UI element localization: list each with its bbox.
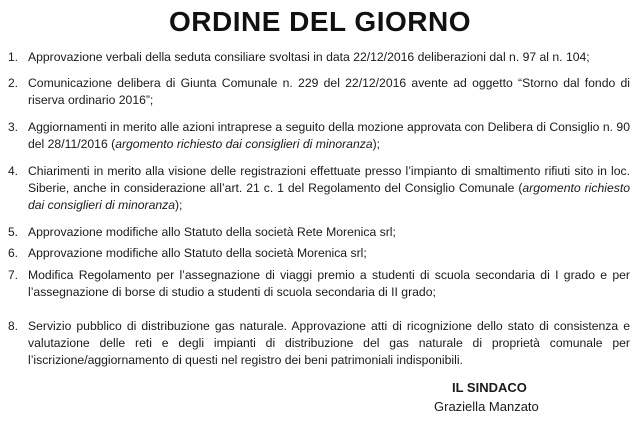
agenda-item-text [28, 245, 630, 262]
agenda-item-segment: Aggiornamenti in merito alle azioni intraprese a seguito della mozione approvata con Delibera di Consiglio n. 90 del 28/11/2016 ( [28, 120, 630, 151]
agenda-item-number: 4. [8, 164, 19, 178]
agenda-item-note: argomento richiesto dai consiglieri di minoranza [28, 181, 630, 212]
agenda-item-text [28, 75, 630, 109]
agenda-item-text [28, 119, 630, 153]
agenda-item-segment: Approvazione modifiche allo Statuto della società Rete Morenica srl; [28, 225, 396, 239]
agenda-item-segment: Chiarimenti in merito alla visione delle registrazioni effettuate presso l’impianto di smaltimento rifiuti sito in loc. Siberie, anche in considerazione all’art. 21 c. 1 del Regolamento del Consiglio Comunale ( [28, 164, 630, 195]
agenda-item-text [28, 267, 630, 301]
agenda-item-number: 7. [8, 268, 19, 282]
agenda-item-number: 5. [8, 225, 19, 239]
agenda-item-number: 8. [8, 319, 19, 333]
signature-role: IL SINDACO [452, 380, 527, 395]
agenda-item-segment: ); [175, 198, 183, 212]
agenda-item-segment: Approvazione modifiche allo Statuto della società Morenica srl; [28, 246, 367, 260]
agenda-item-segment: Comunicazione delibera di Giunta Comunale n. 229 del 22/12/2016 avente ad oggetto “Storno dal fondo di riserva ordinario 2016”; [28, 76, 630, 107]
signature-name: Graziella Manzato [434, 399, 539, 414]
agenda-item-segment: ); [372, 137, 381, 151]
agenda-item-number: 1. [8, 50, 19, 64]
page-title: ORDINE DEL GIORNO [168, 6, 471, 37]
agenda-item-text [28, 163, 630, 214]
agenda-item-number: 6. [8, 246, 19, 260]
agenda-item-text [28, 318, 630, 369]
agenda-item-note: argomento richiesto dai consiglieri di minoranza [115, 137, 373, 151]
agenda-item-segment: Servizio pubblico di distribuzione gas naturale. Approvazione atti di ricognizione dello stato di consistenza e valutazione delle reti e degli impianti di distribuzione del gas naturale di proprietà comunale per l’iscrizione/aggiornamento di questi nel registro dei beni patrimoniali indisponibili. [28, 319, 630, 367]
agenda-item-segment: Modifica Regolamento per l’assegnazione di viaggi premio a studenti di scuola secondaria di I grado e per l’assegnazione di borse di studio a studenti di scuola secondaria di II grado; [28, 268, 630, 299]
agenda-item-number: 3. [8, 120, 19, 134]
agenda-item-segment: Approvazione verbali della seduta consiliare svoltasi in data 22/12/2016 deliberazioni dal n. 97 al n. 104; [28, 50, 590, 64]
agenda-item-number: 2. [8, 76, 19, 90]
agenda-item-text [28, 224, 630, 241]
agenda-item-text [28, 49, 630, 66]
